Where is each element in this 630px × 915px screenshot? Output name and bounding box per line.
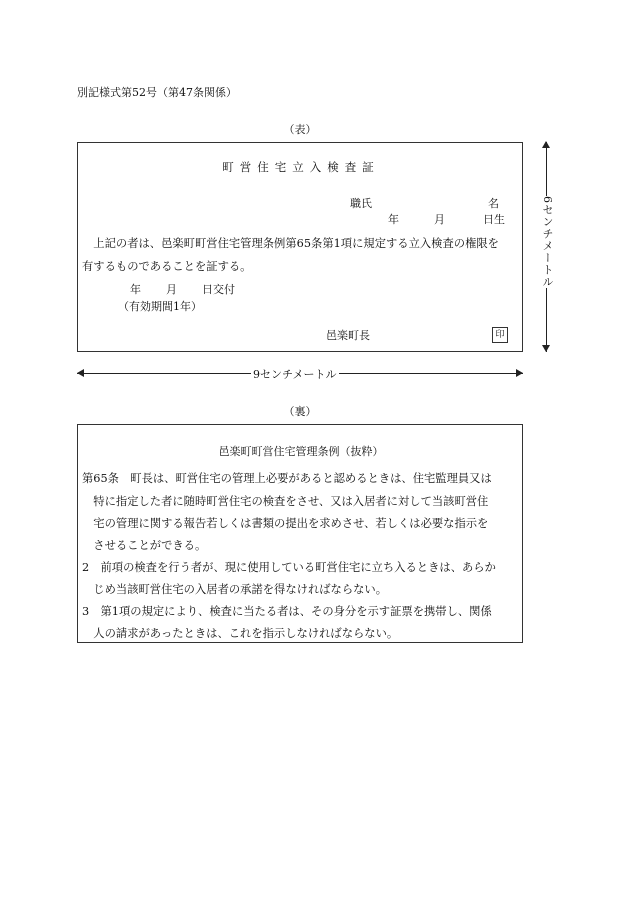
- validity-period: （有効期間1年）: [118, 300, 202, 313]
- arrow-down-icon: [542, 345, 550, 352]
- seal-stamp: 印: [492, 327, 508, 343]
- ordinance-line: 2 前項の検査を行う者が、現に使用している町営住宅に立ち入るときは、あらか: [82, 561, 496, 574]
- ordinance-line: 宅の管理に関する報告若しくは書類の提出を求めさせ、若しくは必要な指示を: [82, 517, 489, 530]
- form-number: 別記様式第52号（第47条関係）: [77, 86, 237, 99]
- issue-date-label: 日交付: [202, 283, 235, 296]
- certificate-title: 町営住宅立入検査証: [222, 160, 380, 174]
- arrow-right-icon: [516, 369, 523, 377]
- back-side-label: （裏）: [283, 405, 317, 418]
- width-dimension-label: 9センチメートル: [253, 368, 337, 381]
- dob-month-label: 月: [434, 213, 445, 226]
- ordinance-line: 3 第1項の規定により、検査に当たる者は、その身分を示す証票を携帯し、関係: [82, 605, 492, 618]
- name-label: 名: [488, 197, 499, 210]
- dob-year-label: 年: [388, 213, 399, 226]
- front-side-label: （表）: [283, 123, 317, 136]
- ordinance-title: 邑楽町町営住宅管理条例（抜粋）: [218, 445, 384, 458]
- position-label: 職氏: [350, 197, 372, 210]
- ordinance-line: 特に指定した者に随時町営住宅の検査をさせ、又は入居者に対して当該町営住: [82, 495, 489, 508]
- mayor-signature: 邑楽町長: [326, 329, 370, 342]
- height-dimension-label: 6センチメートル: [538, 196, 555, 288]
- issue-month-label: 月: [166, 283, 177, 296]
- ordinance-line: 人の請求があったときは、これを指示しなければならない。: [82, 627, 399, 640]
- back-card: [77, 424, 523, 643]
- arrow-up-icon: [542, 141, 550, 148]
- certificate-body-line: 有するものであることを証する。: [82, 260, 252, 273]
- arrow-left-icon: [77, 369, 84, 377]
- issue-year-label: 年: [130, 283, 141, 296]
- certificate-body-line: 上記の者は、邑楽町町営住宅管理条例第65条第1項に規定する立入検査の権限を: [82, 237, 499, 250]
- ordinance-line: じめ当該町営住宅の入居者の承諾を得なければならない。: [82, 583, 388, 596]
- ordinance-line: 第65条 町長は、町営住宅の管理上必要があると認めるときは、住宅監理員又は: [82, 472, 492, 485]
- front-card: [77, 142, 523, 352]
- dob-day-label: 日生: [483, 213, 505, 226]
- ordinance-line: させることができる。: [82, 539, 207, 552]
